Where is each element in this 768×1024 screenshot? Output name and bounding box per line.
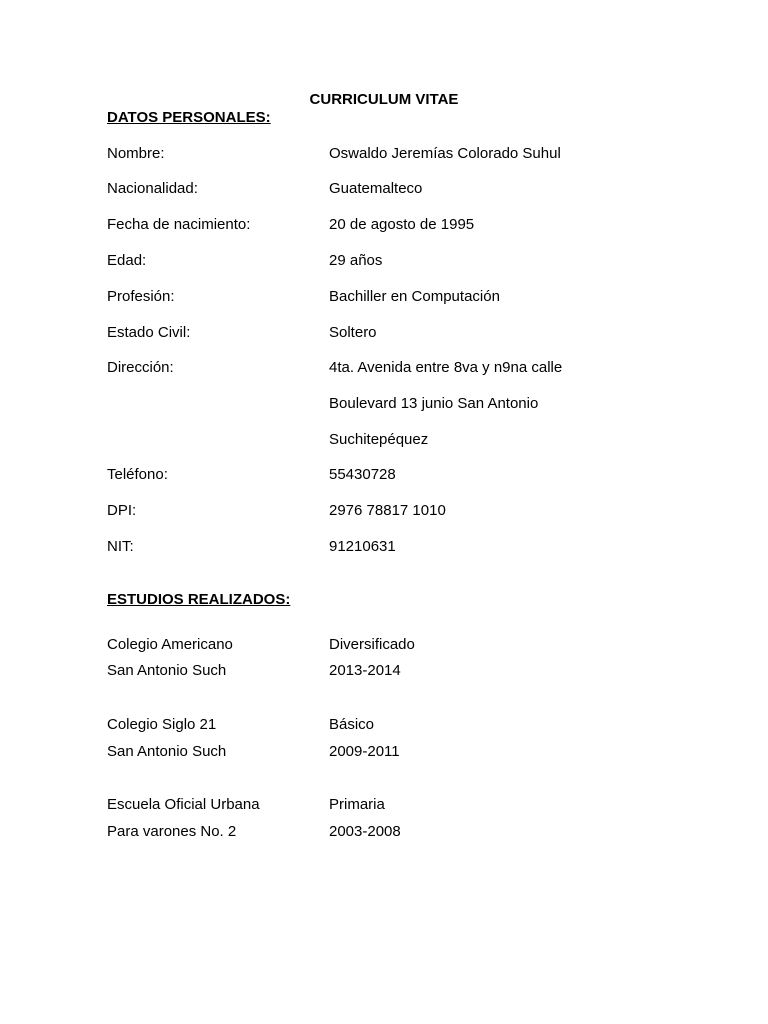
study-years: 2009-2011	[329, 743, 400, 760]
row-label: NIT:	[107, 538, 134, 555]
row-value: 55430728	[329, 466, 396, 483]
personal-row-civil-status	[107, 324, 667, 344]
row-label: Edad:	[107, 252, 147, 269]
personal-row-nationality	[107, 180, 667, 200]
row-value: Suchitepéquez	[329, 431, 429, 448]
study-row-3-line2	[107, 823, 667, 843]
row-value: 91210631	[329, 538, 396, 555]
study-level: Diversificado	[329, 636, 415, 653]
school-location: San Antonio Such	[107, 743, 227, 760]
study-row-2-line2	[107, 743, 667, 763]
school-location: San Antonio Such	[107, 662, 227, 679]
row-label: Nacionalidad:	[107, 180, 198, 197]
row-label: Nombre:	[107, 145, 165, 162]
personal-row-birthdate	[107, 216, 667, 236]
study-row-1-line2	[107, 662, 667, 682]
row-label: Fecha de nacimiento:	[107, 216, 251, 233]
school-name: Colegio Siglo 21	[107, 716, 217, 733]
row-value: 2976 78817 1010	[329, 502, 446, 519]
personal-row-phone	[107, 466, 667, 486]
study-years: 2013-2014	[329, 662, 401, 679]
personal-row-age	[107, 252, 667, 272]
row-value: Soltero	[329, 324, 377, 341]
study-level: Básico	[329, 716, 375, 733]
row-value: Oswaldo Jeremías Colorado Suhul	[329, 145, 561, 162]
personal-data-heading: DATOS PERSONALES:	[107, 109, 271, 126]
personal-row-name	[107, 145, 667, 165]
school-name: Escuela Oficial Urbana	[107, 796, 260, 813]
personal-row-nit	[107, 538, 667, 558]
document-title: CURRICULUM VITAE	[309, 91, 459, 108]
row-value: 29 años	[329, 252, 383, 269]
study-row-2-line1	[107, 716, 667, 736]
studies-heading: ESTUDIOS REALIZADOS:	[107, 591, 291, 608]
study-row-1-line1	[107, 636, 667, 656]
school-name: Colegio Americano	[107, 636, 233, 653]
row-value: 4ta. Avenida entre 8va y n9na calle	[329, 359, 563, 376]
row-label: Estado Civil:	[107, 324, 191, 341]
personal-row-address-line3	[107, 431, 667, 451]
study-row-3-line1	[107, 796, 667, 816]
row-label: Teléfono:	[107, 466, 168, 483]
row-label: DPI:	[107, 502, 137, 519]
row-label: Profesión:	[107, 288, 175, 305]
personal-row-address	[107, 359, 667, 379]
personal-row-address-line2	[107, 395, 667, 415]
personal-row-dpi	[107, 502, 667, 522]
study-years: 2003-2008	[329, 823, 401, 840]
study-level: Primaria	[329, 796, 385, 813]
row-label: Dirección:	[107, 359, 174, 376]
row-value: Guatemalteco	[329, 180, 423, 197]
row-value: Boulevard 13 junio San Antonio	[329, 395, 539, 412]
personal-row-profession	[107, 288, 667, 308]
row-value: Bachiller en Computación	[329, 288, 500, 305]
school-location: Para varones No. 2	[107, 823, 237, 840]
row-value: 20 de agosto de 1995	[329, 216, 475, 233]
